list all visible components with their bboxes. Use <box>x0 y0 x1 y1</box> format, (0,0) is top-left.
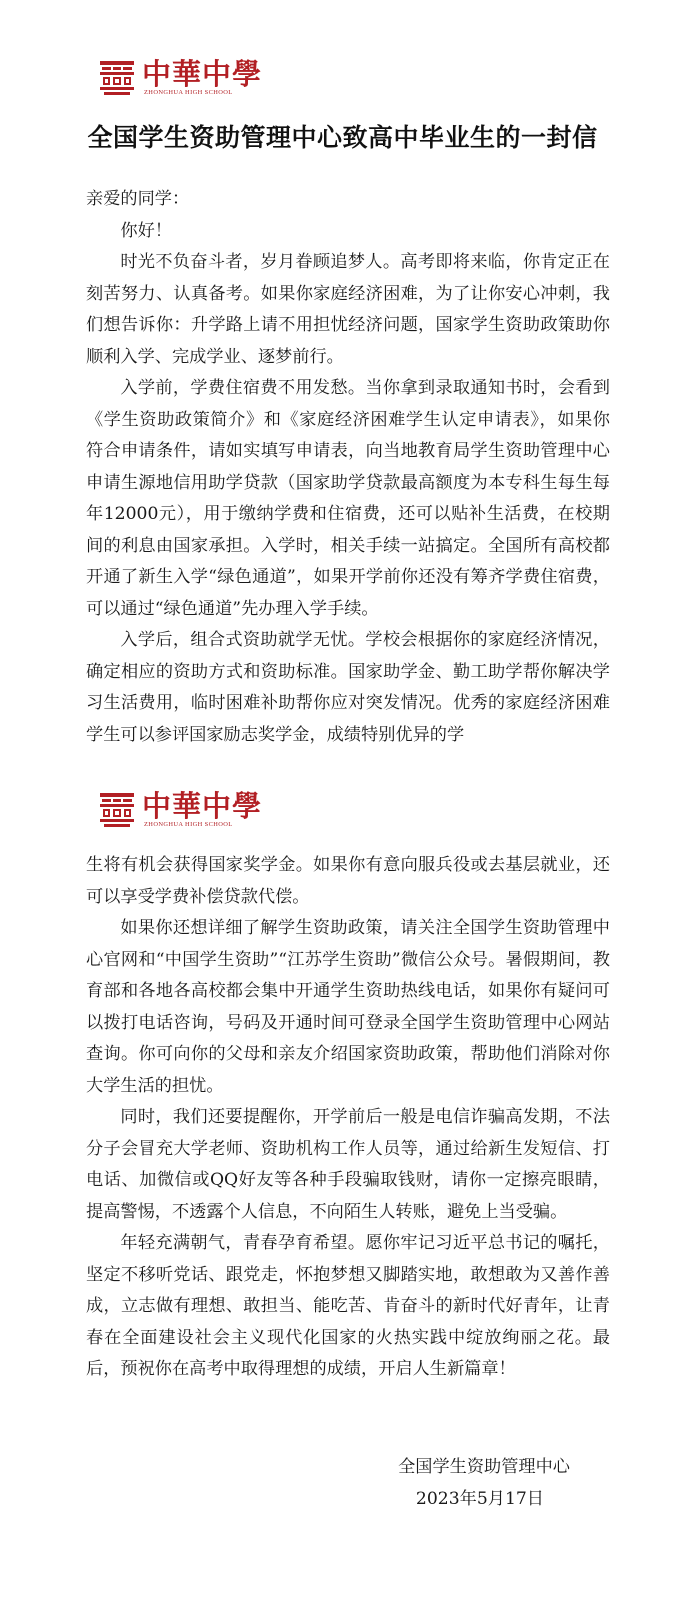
letter-title: 全国学生资助管理中心致高中毕业生的一封信 <box>87 123 598 152</box>
seal-icon <box>98 790 136 830</box>
paragraph-continuation: 生将有机会获得国家奖学金。如果你有意向服兵役或去基层就业，还可以享受学费补偿贷款代偿。 <box>86 855 610 907</box>
school-subtitle: ZHONGHUA HIGH SCHOOL <box>144 821 233 828</box>
school-logo <box>98 58 262 98</box>
letter-body-part-2 <box>86 850 610 1386</box>
signature-date: 2023年5月17日 <box>415 1489 544 1509</box>
school-subtitle: ZHONGHUA HIGH SCHOOL <box>144 89 233 96</box>
letter-body-part-1 <box>86 184 610 751</box>
paragraph: 如果你还想详细了解学生资助政策，请关注全国学生资助管理中心官网和“中国学生资助”“江苏学生资助”微信公众号。暑假期间，教育部和各地各高校都会集中开通学生资助热线电话，如果你有疑问可以拨打电话咨询，号码及开通时间可登录全国学生资助管理中心网站查询。你可向你的父母和亲友介绍国家资助政策，帮助他们消除对你大学生活的担忧。 <box>86 918 610 1096</box>
paragraph: 时光不负奋斗者，岁月眷顾追梦人。高考即将来临，你肯定正在刻苦努力、认真备考。如果你家庭经济困难，为了让你安心冲刺，我们想告诉你：升学路上请不用担忧经济问题，国家学生资助政策助你顺利入学、完成学业、逐梦前行。 <box>86 252 610 367</box>
paragraph: 入学后，组合式资助就学无忧。学校会根据你的家庭经济情况，确定相应的资助方式和资助标准。国家助学金、勤工助学帮你解决学习生活费用，临时困难补助帮你应对突发情况。优秀的家庭经济困难学生可以参评国家励志奖学金，成绩特别优异的学 <box>86 630 610 745</box>
signature-org: 全国学生资助管理中心 <box>398 1457 570 1477</box>
school-name: 中華中學 <box>142 789 263 823</box>
paragraph: 年轻充满朝气，青春孕育希望。愿你牢记习近平总书记的嘱托，坚定不移听党话、跟党走，怀抱梦想又脚踏实地，敢想敢为又善作善成，立志做有理想、敢担当、能吃苦、肯奋斗的新时代好青年，让青春在全面建设社会主义现代化国家的火热实践中绽放绚丽之花。最后，预祝你在高考中取得理想的成绩，开启人生新篇章！ <box>86 1233 610 1379</box>
school-logo <box>98 790 262 830</box>
hello: 你好！ <box>120 220 172 241</box>
school-name: 中華中學 <box>142 57 263 91</box>
greeting: 亲爱的同学： <box>86 189 190 209</box>
seal-icon <box>98 58 136 98</box>
paragraph: 入学前，学费住宿费不用发愁。当你拿到录取通知书时，会看到《学生资助政策简介》和《家庭经济困难学生认定申请表》，如果你符合申请条件，请如实填写申请表，向当地教育局学生资助管理中心申请生源地信用助学贷款（国家助学贷款最高额度为本专科生每生每年12000元），用于缴纳学费和住宿费，还可以贴补生活费，在校期间的利息由国家承担。入学时，相关手续一站搞定。全国所有高校都开通了新生入学“绿色通道”，如果开学前你还没有筹齐学费住宿费，可以通过“绿色通道”先办理入学手续。 <box>86 378 610 619</box>
paragraph: 同时，我们还要提醒你，开学前后一般是电信诈骗高发期，不法分子会冒充大学老师、资助机构工作人员等，通过给新生发短信、打电话、加微信或QQ好友等各种手段骗取钱财，请你一定擦亮眼睛，提高警惕，不透露个人信息，不向陌生人转账，避免上当受骗。 <box>86 1107 610 1222</box>
